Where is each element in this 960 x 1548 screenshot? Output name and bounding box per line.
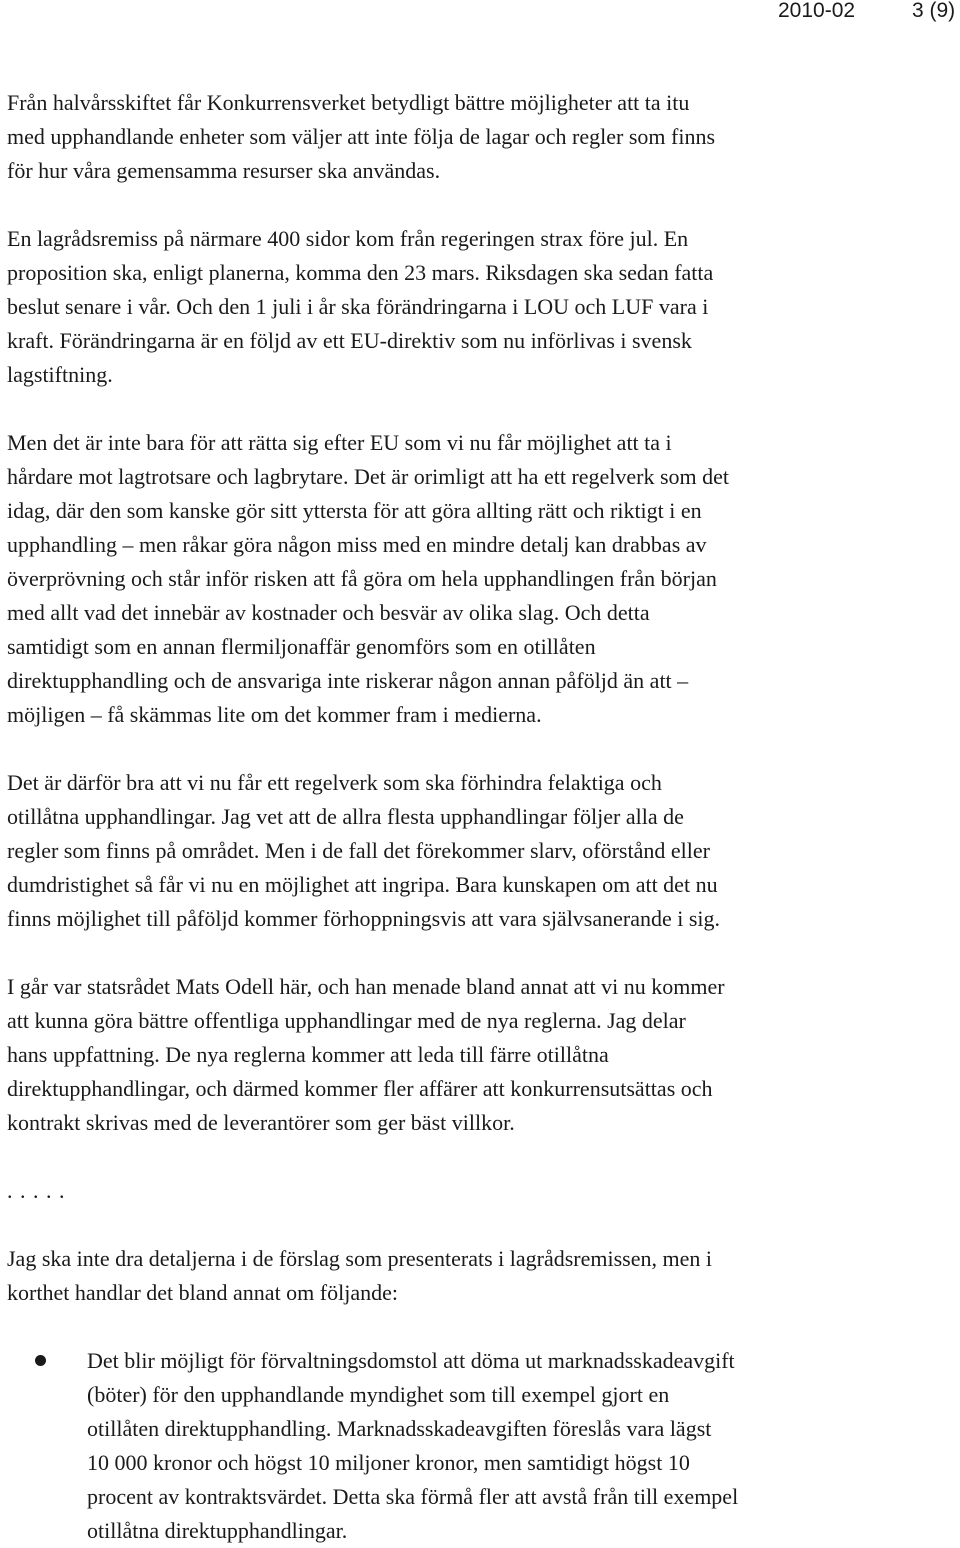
text-line: upphandling – men råkar göra någon miss med en mindre detalj kan drabbas av [7, 532, 707, 557]
text-line: I går var statsrådet Mats Odell här, och han menade bland annat att vi nu kommer [7, 974, 725, 999]
text-line: hans uppfattning. De nya reglerna kommer att leda till färre otillåtna [7, 1042, 609, 1067]
paragraph [7, 222, 952, 392]
text-line: direktupphandlingar, och därmed kommer fler affärer att konkurrensutsättas och [7, 1076, 713, 1101]
text-line: kraft. Förändringarna är en följd av ett EU-direktiv som nu införlivas i svensk [7, 328, 692, 353]
page-header [0, 0, 960, 24]
section-separator [7, 1174, 952, 1208]
text-line: lagstiftning. [7, 362, 113, 387]
text-line: . . . . . [7, 1178, 66, 1203]
list-item [7, 1344, 952, 1548]
text-line: att kunna göra bättre offentliga upphandlingar med de nya reglerna. Jag delar [7, 1008, 686, 1033]
paragraph [7, 1242, 952, 1310]
text-line: finns möjlighet till påföljd kommer förhoppningsvis att vara självsanerande i sig. [7, 906, 721, 931]
paragraph [7, 766, 952, 936]
text-line: otillåtna upphandlingar. Jag vet att de allra flesta upphandlingar följer alla de [7, 804, 684, 829]
text-line: korthet handlar det bland annat om följande: [7, 1280, 398, 1305]
text-line: Det blir möjligt för förvaltningsdomstol att döma ut marknadsskadeavgift [87, 1348, 735, 1373]
text-line: kontrakt skrivas med de leverantörer som ger bäst villkor. [7, 1110, 515, 1135]
text-line: direktupphandling och de ansvariga inte riskerar någon annan påföljd än att – [7, 668, 689, 693]
text-line: beslut senare i vår. Och den 1 juli i år ska förändringarna i LOU och LUF vara i [7, 294, 709, 319]
text-line: för hur våra gemensamma resurser ska användas. [7, 158, 441, 183]
text-line: överprövning och står inför risken att få göra om hela upphandlingen från början [7, 566, 717, 591]
header-page-number: 3 (9) [912, 0, 956, 22]
text-line: regler som finns på området. Men i de fall det förekommer slarv, oförstånd eller [7, 838, 710, 863]
text-line: samtidigt som en annan flermiljonaffär genomförs som en otillåten [7, 634, 596, 659]
header-date: 2010-02 [778, 0, 856, 22]
text-line: med allt vad det innebär av kostnader och besvär av olika slag. Och detta [7, 600, 650, 625]
text-line: proposition ska, enligt planerna, komma den 23 mars. Riksdagen ska sedan fatta [7, 260, 714, 285]
text-line: En lagrådsremiss på närmare 400 sidor kom från regeringen strax före jul. En [7, 226, 689, 251]
document-body [7, 86, 952, 1548]
paragraph [7, 426, 952, 732]
text-line: med upphandlande enheter som väljer att inte följa de lagar och regler som finns [7, 124, 716, 149]
text-line: Det är därför bra att vi nu får ett regelverk som ska förhindra felaktiga och [7, 770, 662, 795]
paragraph [7, 970, 952, 1140]
bullet-list [7, 1344, 952, 1548]
text-line: otillåtna direktupphandlingar. [87, 1518, 348, 1543]
text-line: idag, där den som kanske gör sitt yttersta för att göra allting rätt och riktigt i en [7, 498, 702, 523]
text-line: hårdare mot lagtrotsare och lagbrytare. Det är orimligt att ha ett regelverk som det [7, 464, 730, 489]
bullet-icon [35, 1355, 46, 1366]
text-line: procent av kontraktsvärdet. Detta ska förmå fler att avstå från till exempel [87, 1484, 739, 1509]
text-line: möjligen – få skämmas lite om det kommer fram i medierna. [7, 702, 542, 727]
text-line: 10 000 kronor och högst 10 miljoner kronor, men samtidigt högst 10 [87, 1450, 690, 1475]
text-line: Jag ska inte dra detaljerna i de förslag som presenterats i lagrådsremissen, men i [7, 1246, 712, 1271]
text-line: (böter) för den upphandlande myndighet som till exempel gjort en [87, 1382, 670, 1407]
text-line: Från halvårsskiftet får Konkurrensverket betydligt bättre möjligheter att ta itu [7, 90, 690, 115]
text-line: dumdristighet så får vi nu en möjlighet att ingripa. Bara kunskapen om att det nu [7, 872, 718, 897]
text-line: Men det är inte bara för att rätta sig efter EU som vi nu får möjlighet att ta i [7, 430, 672, 455]
paragraph [7, 86, 952, 188]
text-line: otillåten direktupphandling. Marknadsskadeavgiften föreslås vara lägst [87, 1416, 712, 1441]
